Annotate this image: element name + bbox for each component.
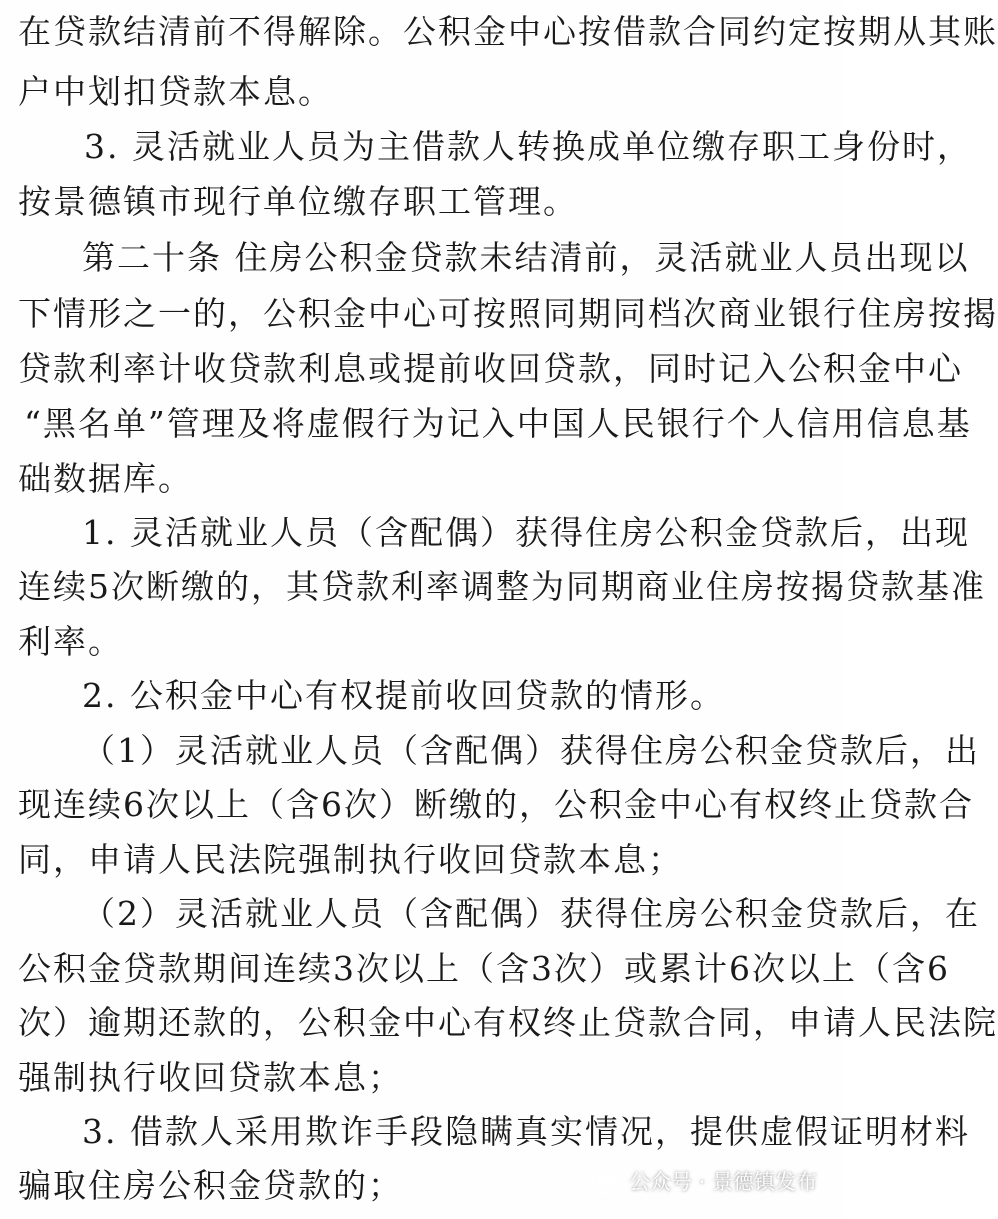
text-line: 现连续6次以上（含6次）断缴的，公积金中心有权终止贷款合 [18, 785, 974, 824]
text-line: 按景德镇市现行单位缴存职工管理。 [18, 182, 578, 221]
text-line: 强制执行收回贷款本息； [18, 1058, 403, 1097]
wechat-watermark [591, 1163, 817, 1199]
text-line: “黑名单”管理及将虚假行为记入中国人民银行个人信用信息基 [24, 404, 972, 443]
text-line: （1）灵活就业人员（含配偶）获得住房公积金贷款后，出 [82, 731, 980, 770]
watermark-text: 公众号 · 景德镇发布 [628, 1170, 817, 1194]
text-line: 2. 公积金中心有权提前收回贷款的情形。 [82, 676, 725, 715]
text-line: 同，申请人民法院强制执行收回贷款本息； [18, 840, 683, 879]
text-line: 连续5次断缴的，其贷款利率调整为同期商业住房按揭贷款基准 [18, 567, 986, 606]
text-line: 骗取住房公积金贷款的； [18, 1166, 403, 1205]
text-line: 下情形之一的，公积金中心可按照同期同档次商业银行住房按揭 [18, 294, 998, 333]
text-line: 公积金贷款期间连续3次以上（含3次）或累计6次以上（含6 [18, 949, 950, 988]
text-line: 次）逾期还款的，公积金中心有权终止贷款合同，申请人民法院 [18, 1003, 998, 1042]
text-line: 础数据库。 [18, 459, 193, 498]
text-line: 3. 灵活就业人员为主借款人转换成单位缴存职工身份时， [84, 127, 972, 166]
text-line: 第二十条 住房公积金贷款未结清前，灵活就业人员出现以 [82, 238, 970, 277]
text-line: 1. 灵活就业人员（含配偶）获得住房公积金贷款后，出现 [82, 513, 970, 552]
text-line: 贷款利率计收贷款利息或提前收回贷款，同时记入公积金中心 [18, 349, 963, 388]
text-line: 利率。 [18, 622, 123, 661]
text-line: 户中划扣贷款本息。 [18, 72, 333, 111]
text-line: （2）灵活就业人员（含配偶）获得住房公积金贷款后，在 [82, 894, 980, 933]
text-line: 3. 借款人采用欺诈手段隐瞒真实情况，提供虚假证明材料 [82, 1112, 970, 1151]
text-line: 在贷款结清前不得解除。公积金中心按借款合同约定按期从其账 [18, 12, 998, 51]
wechat-official-account-icon [591, 1166, 621, 1196]
